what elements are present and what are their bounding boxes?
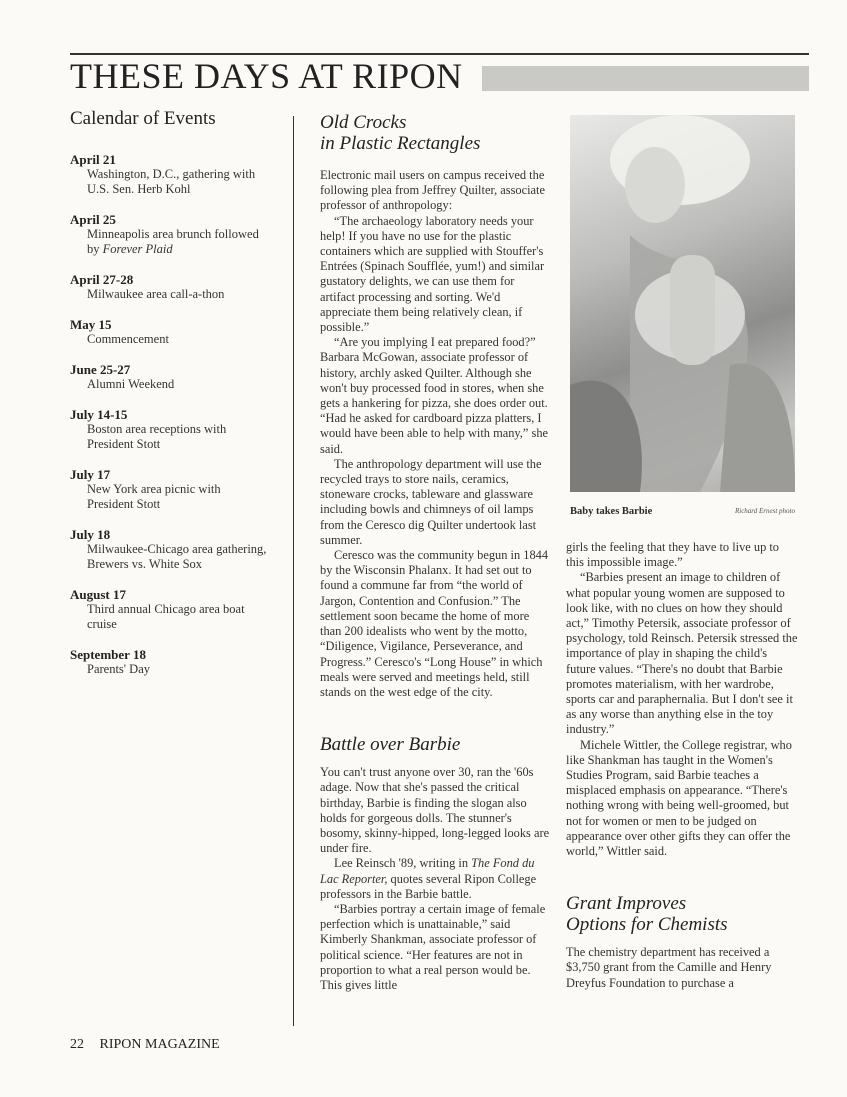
page-footer xyxy=(70,1037,220,1053)
calendar-of-events xyxy=(70,108,270,692)
text: Lee Reinsch '89, writing in xyxy=(334,856,472,871)
paragraph: “Barbies present an image to children of what popular young women are supposed to look like, with no clues on how they should act,” Timothy Petersik, associate professor of psychology, told Reinsch. Petersik stressed the importance of play in shaping the child's future values. “There's no doubt that Barbie promotes materialism, with her wardrobe, sports car and paraphernalia. But I don't see it as any worse than anything else in the toy industry.” xyxy=(566,570,798,737)
event-date: June 25-27 xyxy=(70,362,131,377)
page-number: 22 xyxy=(70,1037,84,1052)
event-description-text: Parents' Day xyxy=(87,662,151,676)
event-date: May 15 xyxy=(70,317,112,332)
paragraph: Electronic mail users on campus received the following plea from Jeffrey Quilter, associate professor of anthropology: xyxy=(320,168,545,213)
event-description xyxy=(70,602,270,632)
paragraph: The anthropology department will use the recycled trays to store nails, ceramics, stoneware crocks, tableware and glassware including bowls and chimneys of oil lamps from the Ceresco dig Quilter undertook last summer. xyxy=(320,456,542,547)
article-title-grant-improves xyxy=(566,893,799,935)
event-description xyxy=(70,482,270,512)
photo-illustration xyxy=(570,115,795,492)
event-description xyxy=(70,662,270,677)
event-description-text: Milwaukee area call-a-thon xyxy=(87,287,225,301)
event-date: July 17 xyxy=(70,467,111,482)
event-description xyxy=(70,287,270,302)
event-date: April 27-28 xyxy=(70,272,134,287)
calendar-event xyxy=(70,152,270,197)
text: quotes several Ripon College professors in the Barbie battle. xyxy=(320,871,537,901)
section-header xyxy=(70,56,809,96)
calendar-event xyxy=(70,272,270,302)
event-date: July 18 xyxy=(70,527,111,542)
caption-text: Baby takes Barbie xyxy=(570,506,653,517)
section-title: THESE DAYS AT RIPON xyxy=(70,56,463,96)
title-line: Grant Improves xyxy=(566,893,687,915)
event-description xyxy=(70,422,270,452)
calendar-event xyxy=(70,407,270,452)
event-description-text: Washington, D.C., gathering with U.S. Sen. Herb Kohl xyxy=(87,167,256,196)
header-bar xyxy=(482,66,809,91)
article-title-old-crocks xyxy=(320,112,552,154)
event-description-text: Boston area receptions with President Stott xyxy=(87,422,227,451)
paragraph: girls the feeling that they have to live up to this impossible image.” xyxy=(566,540,779,570)
column-divider xyxy=(293,116,294,1026)
paragraph: “Barbies portray a certain image of female perfection which is unattainable,” said Kimberly Shankman, associate professor of political science. “Her features are not in proportion to what a real person would be. This gives little xyxy=(320,901,546,992)
event-date: September 18 xyxy=(70,647,146,662)
event-description-text: Minneapolis area brunch followed by xyxy=(87,227,259,256)
event-description xyxy=(70,542,270,572)
event-description-text: New York area picnic with President Stott xyxy=(87,482,221,511)
right-column xyxy=(566,540,799,991)
event-description xyxy=(70,332,270,347)
event-date: August 17 xyxy=(70,587,126,602)
event-description-text: Commencement xyxy=(87,332,169,346)
event-date: July 14-15 xyxy=(70,407,128,422)
publication-name: RIPON MAGAZINE xyxy=(99,1037,220,1052)
title-line: Options for Chemists xyxy=(566,914,728,936)
event-date: April 25 xyxy=(70,212,116,227)
event-description xyxy=(70,377,270,392)
event-description-text: Alumni Weekend xyxy=(87,377,175,391)
publication-name: The Fond du Lac Reporter, xyxy=(320,856,535,886)
event-date: April 21 xyxy=(70,152,116,167)
title-line: in Plastic Rectangles xyxy=(320,133,481,154)
event-description xyxy=(70,227,270,257)
paragraph: Michele Wittler, the College registrar, who like Shankman has taught in the Women's Studies Program, said Barbie teaches a misplaced emphasis on appearance. “There's nothing wrong with being well-groomed, but not for women or men to be judged on appearance over other gifts they can offer the world,” Wittler said. xyxy=(566,737,792,859)
calendar-event xyxy=(70,212,270,257)
paragraph: Ceresco was the community begun in 1844 by the Wisconsin Phalanx. It had set out to found a commune far from “the world of Jargon, Contention and Confusion.” The settlement soon became the home of more than 200 idealists who went by the motto, “Diligence, Vigilance, Perseverance, and Progress.” Ceresco's “Long House” in which meals were served and meetings held, still stands on the west edge of the city. xyxy=(320,548,549,699)
calendar-event xyxy=(70,527,270,572)
paragraph: “The archaeology laboratory needs your help! If you have no use for the plastic containers which are supplied with Stouffer's Entrées (Spinach Soufflée, yum!) and similar gustatory delights, we can use them for artifact processing and sorting. We'd appreciate them being relatively clean, if possible.” xyxy=(320,213,545,335)
article-title-battle-over-barbie: Battle over Barbie xyxy=(320,734,461,756)
photo-baby-barbie xyxy=(570,115,795,492)
event-description-text: Third annual Chicago area boat cruise xyxy=(87,602,245,631)
paragraph: The chemistry department has received a $3,750 grant from the Camille and Henry Dreyfus Foundation to purchase a xyxy=(566,945,772,990)
event-description xyxy=(70,167,270,197)
event-title: Forever Plaid xyxy=(102,242,173,256)
title-line: Old Crocks xyxy=(320,112,407,133)
photo-credit: Richard Ernest photo xyxy=(734,507,795,515)
calendar-event xyxy=(70,467,270,512)
calendar-event xyxy=(70,317,270,347)
calendar-event xyxy=(70,362,270,392)
middle-column xyxy=(320,112,552,993)
event-description-text: Milwaukee-Chicago area gathering, Brewers vs. White Sox xyxy=(87,542,267,571)
paragraph xyxy=(320,856,552,902)
photo-caption xyxy=(570,506,795,517)
paragraph: “Are you implying I eat prepared food?” Barbara McGowan, associate professor of history, archly asked Quilter. Although she won't buy processed food in stores, when she gets a hankering for pizza, she does order out. “Had he asked for cardboard pizza platters, I would have been able to help with many,” she said. xyxy=(320,335,549,456)
calendar-heading: Calendar of Events xyxy=(70,108,216,129)
calendar-event xyxy=(70,647,270,677)
event-list xyxy=(70,152,270,677)
paragraph: You can't trust anyone over 30, ran the '60s adage. Now that she's passed the critical birthday, Barbie is finding the slogan also holds for gorgeous dolls. The stunner's bosomy, skinny-hipped, long-legged looks are under fire. xyxy=(320,765,550,856)
calendar-event xyxy=(70,587,270,632)
header-rule xyxy=(70,53,809,55)
